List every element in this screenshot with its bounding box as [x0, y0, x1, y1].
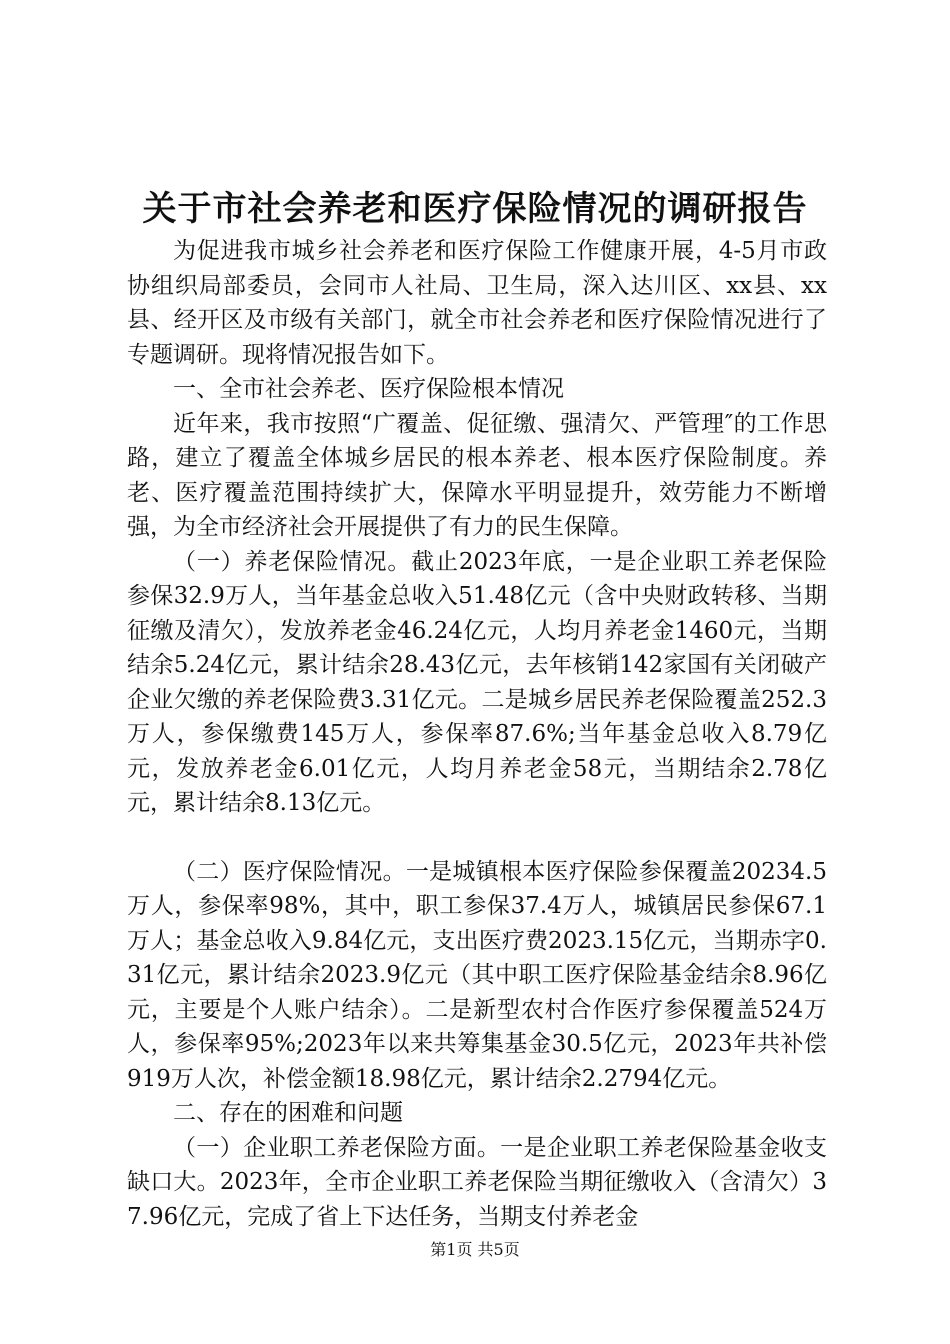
- document-body: [127, 234, 827, 1234]
- paragraph-intro: 为促进我市城乡社会养老和医疗保险工作健康开展，4-5月市政协组织局部委员，会同市人社局、卫生局，深入达川区、xx县、xx县、经开区及市级有关部门，就全市社会养老和医疗保险情况进行了专题调研。现将情况报告如下。: [127, 238, 827, 368]
- section-heading-1: 一、全市社会养老、医疗保险根本情况: [173, 376, 564, 402]
- paragraph-overview: 近年来，我市按照“广覆盖、促征缴、强清欠、严管理″的工作思路，建立了覆盖全体城乡居民的根本养老、根本医疗保险制度。养老、医疗覆盖范围持续扩大，保障水平明显提升，效劳能力不断增强，为全市经济社会开展提供了有力的民生保障。: [127, 410, 827, 540]
- paragraph-pension: （一）养老保险情况。截止2023年底，一是企业职工养老保险参保32.9万人，当年基金总收入51.48亿元（含中央财政转移、当期征缴及清欠），发放养老金46.24亿元，人均月养老金1460元，当期结余5.24亿元，累计结余28.43亿元，去年核销142家国有关闭破产企业欠缴的养老保险费3.31亿元。二是城乡居民养老保险覆盖252.3万人，参保缴费145万人，参保率87.6%;当年基金总收入8.79亿元，发放养老金6.01亿元，人均月养老金58元，当期结余2.78亿元，累计结余8.13亿元。: [127, 548, 827, 816]
- page-footer: 第1页 共5页: [430, 1240, 520, 1259]
- paragraph-problems: （一）企业职工养老保险方面。一是企业职工养老保险基金收支缺口大。2023年，全市企业职工养老保险当期征缴收入（含清欠）37.96亿元，完成了省上下达任务，当期支付养老金: [127, 1134, 827, 1230]
- paragraph-medical: （二）医疗保险情况。一是城镇根本医疗保险参保覆盖20234.5万人，参保率98%，其中，职工参保37.4万人，城镇居民参保67.1万人；基金总收入9.84亿元，支出医疗费2023.15亿元，当期赤字0.31亿元，累计结余2023.9亿元（其中职工医疗保险基金结余8.96亿元，主要是个人账户结余）。二是新型农村合作医疗参保覆盖524万人，参保率95%;2023年以来共筹集基金30.5亿元，2023年共补偿919万人次，补偿金额18.98亿元，累计结余2.2794亿元。: [127, 858, 827, 1092]
- section-heading-2: 二、存在的困难和问题: [173, 1100, 403, 1126]
- paragraph-spacer: [127, 821, 827, 855]
- document-title: 关于市社会养老和医疗保险情况的调研报告: [142, 189, 808, 229]
